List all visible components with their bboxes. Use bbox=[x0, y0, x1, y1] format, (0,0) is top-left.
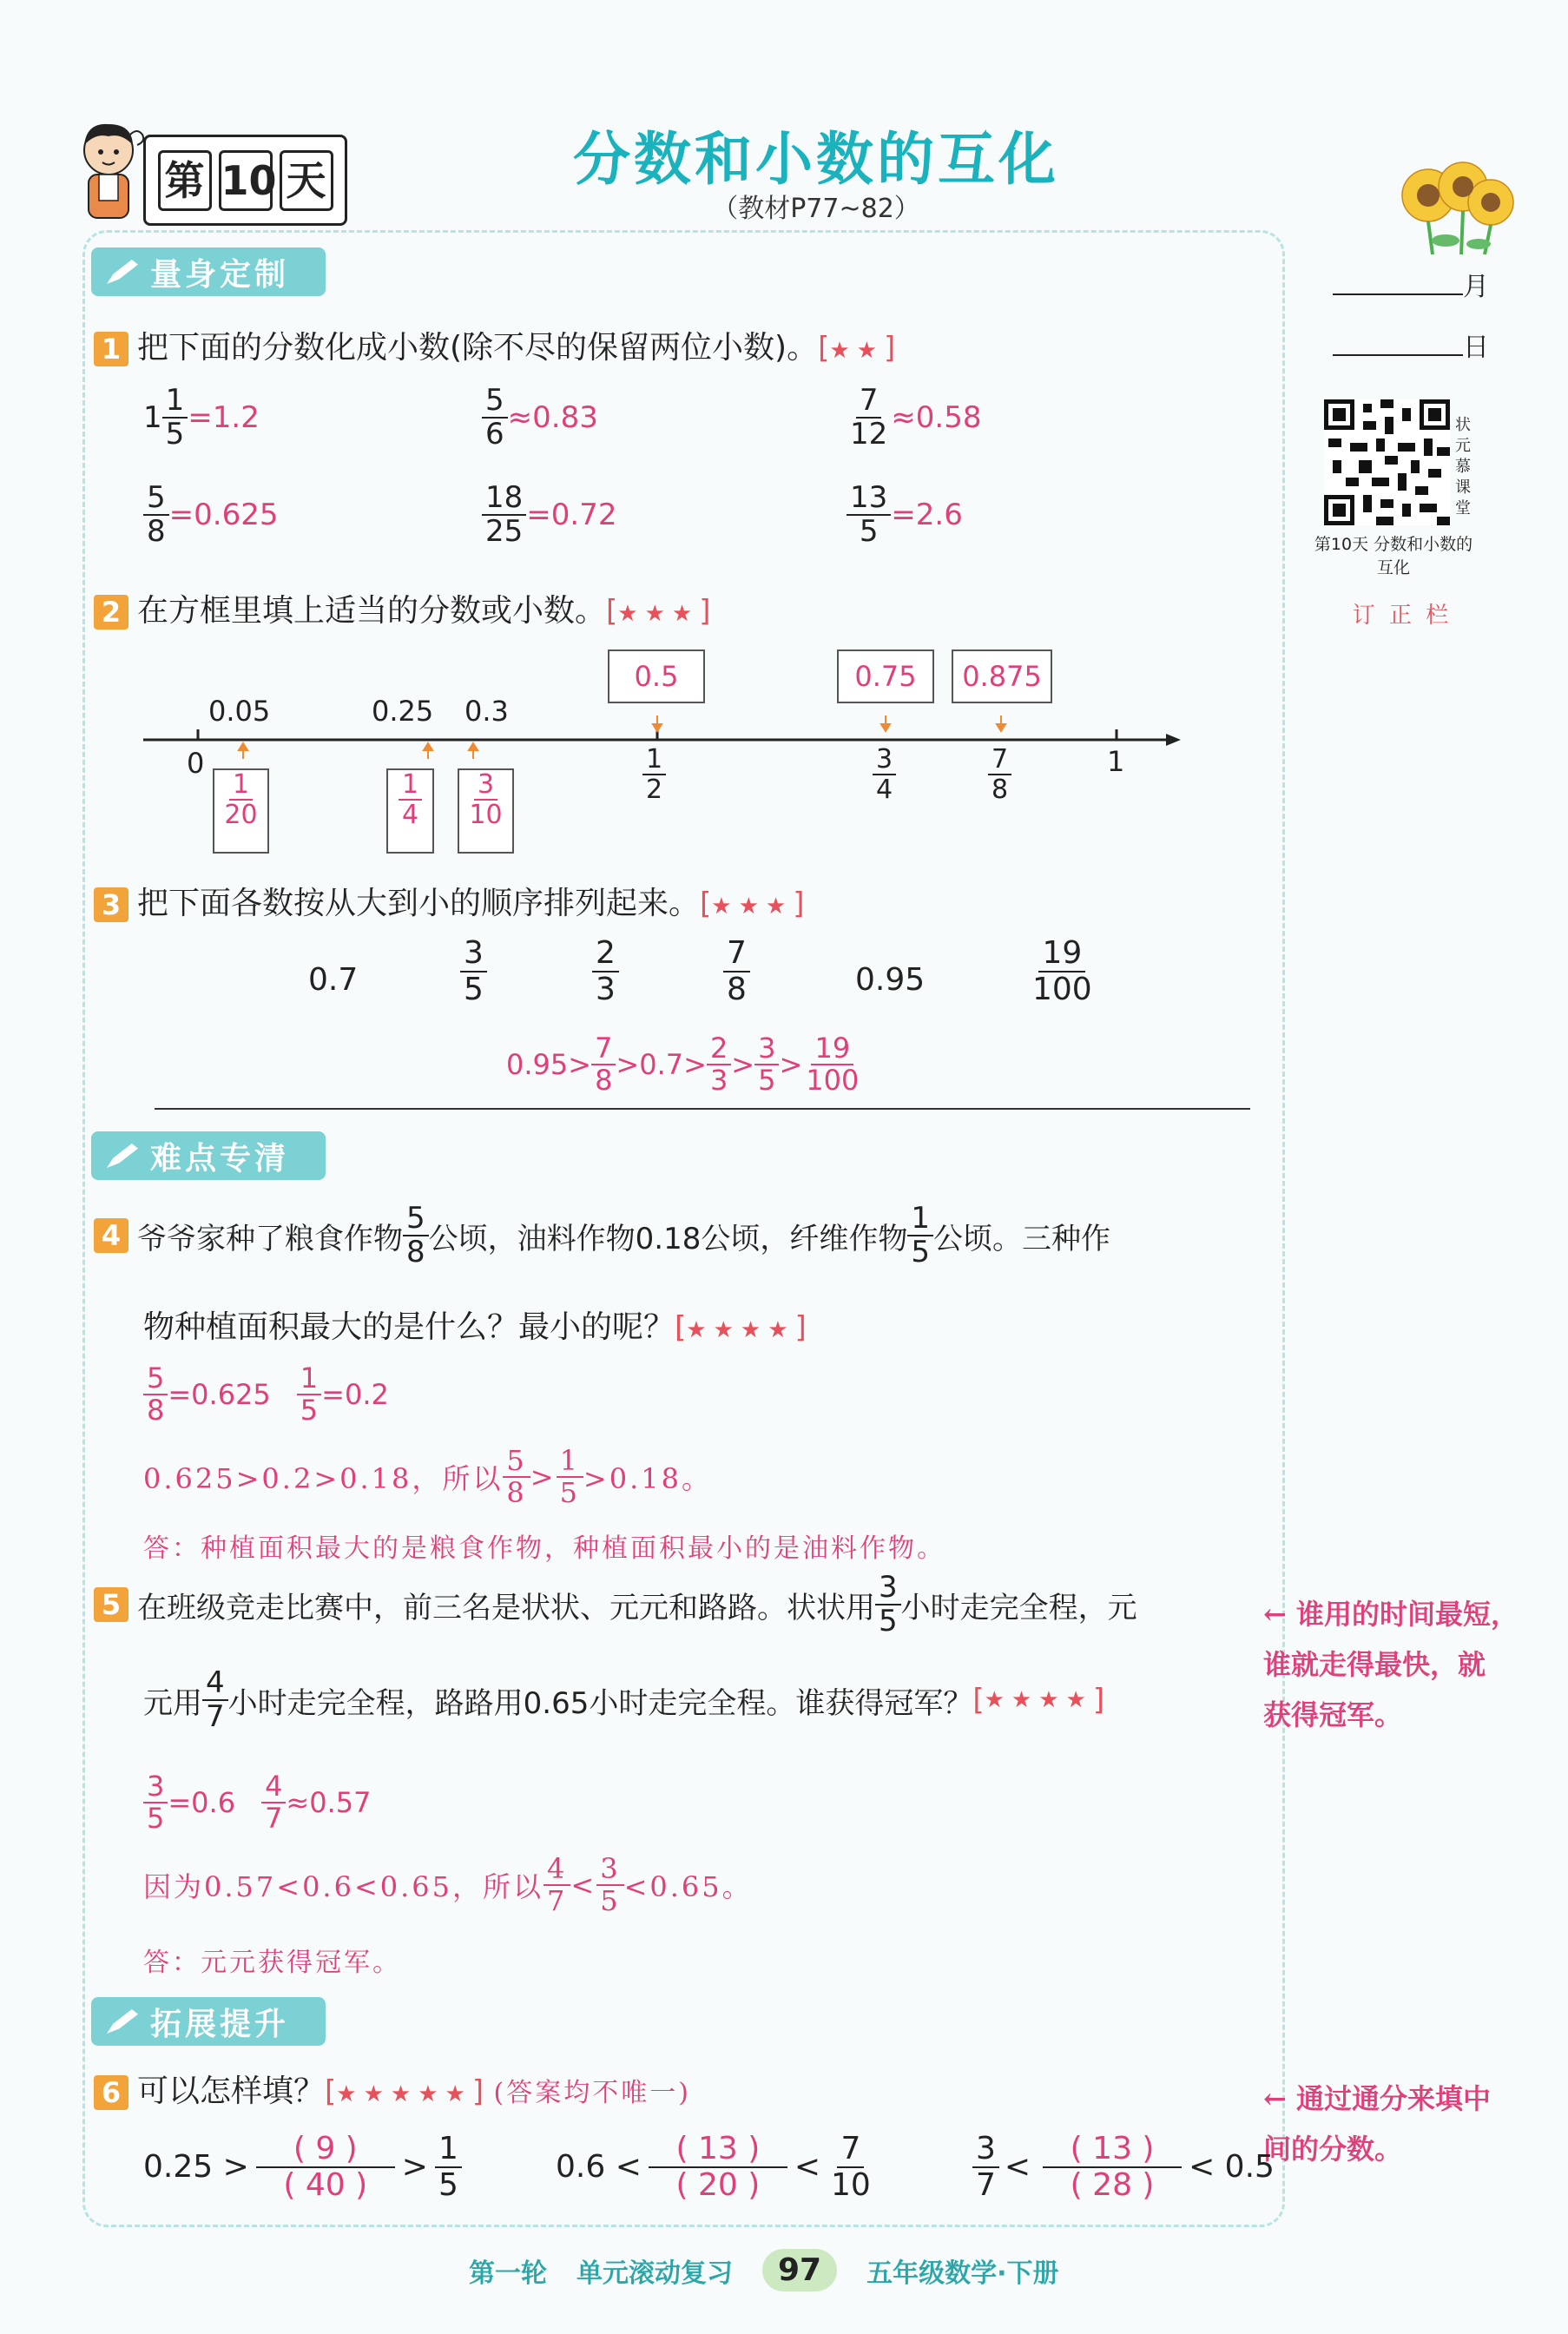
nl-fraction: $\frac{1}{2}$ bbox=[642, 745, 666, 804]
nl-label: 0.05 bbox=[208, 695, 271, 728]
pencil-icon bbox=[107, 2009, 138, 2034]
section-header-2: 难点专清 bbox=[91, 1131, 326, 1180]
month-field[interactable]: 月 bbox=[1333, 265, 1489, 303]
q6-problem-3: $\frac{3}{7}$ < $\frac{( 13 )}{( 28 )}$ < 0.5 bbox=[972, 2132, 1275, 2202]
q5-answer-3: 答：元元获得冠军。 bbox=[143, 1948, 401, 1978]
q4-answer-2: 0.625>0.2>0.18，所以 $\frac{5}{8}$ > $\frac{1}{5}$ >0.18。 bbox=[143, 1444, 712, 1510]
q5-answer-1: $\frac{3}{5}$ =0.6 $\frac{4}{7}$ ≈0.57 bbox=[143, 1771, 371, 1834]
q4-answer-3: 答：种植面积最大的是粮食作物，种植面积最小的是油料作物。 bbox=[143, 1533, 945, 1564]
section-header-1: 量身定制 bbox=[91, 247, 326, 296]
qr-code[interactable] bbox=[1324, 399, 1450, 525]
q3-fraction: $\frac{2}{3}$ bbox=[592, 936, 619, 1006]
question-2: 2 在方框里填上适当的分数或小数。[★★★] bbox=[94, 586, 710, 630]
q1-item: 1 $\frac{1}{5}$ =1.2 bbox=[143, 383, 260, 452]
q1-item: $\frac{5}{8}$ =0.625 bbox=[143, 482, 278, 549]
question-3: 3 把下面各数按从大到小的顺序排列起来。[★★★] bbox=[94, 879, 804, 923]
answer-box[interactable]: $\frac{3}{10}$ bbox=[458, 768, 514, 854]
page-footer: 第一轮 单元滚动复习 97 五年级数学·下册 bbox=[469, 2249, 1077, 2291]
q3-number: 0.7 bbox=[308, 962, 359, 998]
page-subtitle: （教材P77~82） bbox=[712, 194, 920, 224]
q3-answer: 0.95> $\frac{7}{8}$ >0.7> $\frac{2}{3}$ > $\frac{3}{5}$ > $\frac{19}{100}$ bbox=[506, 1032, 860, 1098]
nl-label: 0.25 bbox=[372, 695, 434, 728]
question-4: 4 爷爷家种了粮食作物 $\frac{5}{8}$ 公顷，油料作物0.18公顷，纤维作物 $\frac{1}{5}$ 公顷。三种作 bbox=[94, 1203, 1110, 1269]
day-badge-number: 10 bbox=[219, 150, 273, 211]
q1-item: $\frac{7}{12}$ ≈0.58 bbox=[850, 383, 982, 452]
answer-box[interactable]: 0.875 bbox=[952, 649, 1052, 703]
answer-line bbox=[155, 1108, 1250, 1110]
answer-box[interactable]: 0.5 bbox=[608, 649, 705, 703]
question-6: 6 可以怎样填？[★★★★★] (答案均不唯一) bbox=[94, 2067, 691, 2111]
page-title: 分数和小数的互化 bbox=[573, 126, 1059, 193]
day-field[interactable]: 日 bbox=[1333, 326, 1489, 364]
pencil-icon bbox=[107, 1144, 138, 1168]
q1-item: $\frac{18}{25}$ =0.72 bbox=[482, 482, 616, 549]
question-1: 1 把下面的分数化成小数(除不尽的保留两位小数)。[★★] bbox=[94, 323, 895, 367]
nl-fraction: $\frac{3}{4}$ bbox=[873, 745, 896, 804]
nl-zero: 0 bbox=[187, 747, 205, 780]
side-note-q5: ← 谁用的时间最短， 谁就走得最快，就 获得冠军。 bbox=[1263, 1598, 1519, 1731]
q3-fraction: $\frac{19}{100}$ bbox=[1032, 935, 1092, 1007]
q5-answer-2: 因为0.57<0.6<0.65，所以 $\frac{4}{7}$ < $\frac{3}{5}$ <0.65。 bbox=[143, 1852, 753, 1918]
qr-side-caption: 状元慕课堂 bbox=[1455, 416, 1471, 518]
sunflower-illustration bbox=[1393, 161, 1519, 256]
q3-fraction: $\frac{3}{5}$ bbox=[460, 936, 487, 1006]
answer-box[interactable]: 0.75 bbox=[837, 649, 934, 703]
pencil-icon bbox=[107, 260, 138, 284]
q3-fraction: $\frac{7}{8}$ bbox=[723, 936, 750, 1006]
correction-label: 订 正 栏 bbox=[1352, 603, 1453, 629]
question-5-cont: 元用 $\frac{4}{7}$ 小时走完全程，路路用0.65小时走完全程。谁获得冠军？ [ ★★★★ ] bbox=[143, 1665, 1105, 1735]
section-header-3: 拓展提升 bbox=[91, 1997, 326, 2046]
answer-box[interactable]: $\frac{1}{20}$ bbox=[213, 768, 269, 854]
q6-problem-1: 0.25 > $\frac{( 9 )}{( 40 )}$ > $\frac{1}{5}$ bbox=[143, 2132, 462, 2202]
page-number: 97 bbox=[762, 2249, 837, 2291]
q1-item: $\frac{5}{6}$ ≈0.83 bbox=[482, 385, 598, 452]
day-badge-char: 第 bbox=[158, 150, 212, 211]
question-5: 5 在班级竞走比赛中，前三名是状状、元元和路路。状状用 $\frac{3}{5}$ 小时走完全程，元 bbox=[94, 1572, 1137, 1638]
boy-illustration bbox=[69, 117, 148, 230]
day-badge-char: 天 bbox=[280, 150, 333, 211]
question-4-cont: 物种植面积最大的是什么？最小的呢？[★★★★] bbox=[143, 1309, 807, 1345]
q3-number: 0.95 bbox=[855, 962, 926, 998]
qr-caption: 第10天 分数和小数的互化 bbox=[1314, 535, 1473, 577]
nl-label: 0.3 bbox=[464, 695, 509, 728]
answer-box[interactable]: $\frac{1}{4}$ bbox=[386, 768, 434, 854]
q6-problem-2: 0.6 < $\frac{( 13 )}{( 20 )}$ < $\frac{7}{10}$ bbox=[556, 2131, 871, 2203]
q4-answer-1: $\frac{5}{8}$ =0.625 $\frac{1}{5}$ =0.2 bbox=[143, 1363, 389, 1426]
q1-item: $\frac{13}{5}$ =2.6 bbox=[847, 482, 963, 549]
side-note-q6: ← 通过通分来填中 间的分数。 bbox=[1263, 2082, 1491, 2166]
day-badge bbox=[143, 135, 347, 226]
nl-fraction: $\frac{7}{8}$ bbox=[988, 745, 1011, 804]
nl-one: 1 bbox=[1107, 745, 1125, 778]
